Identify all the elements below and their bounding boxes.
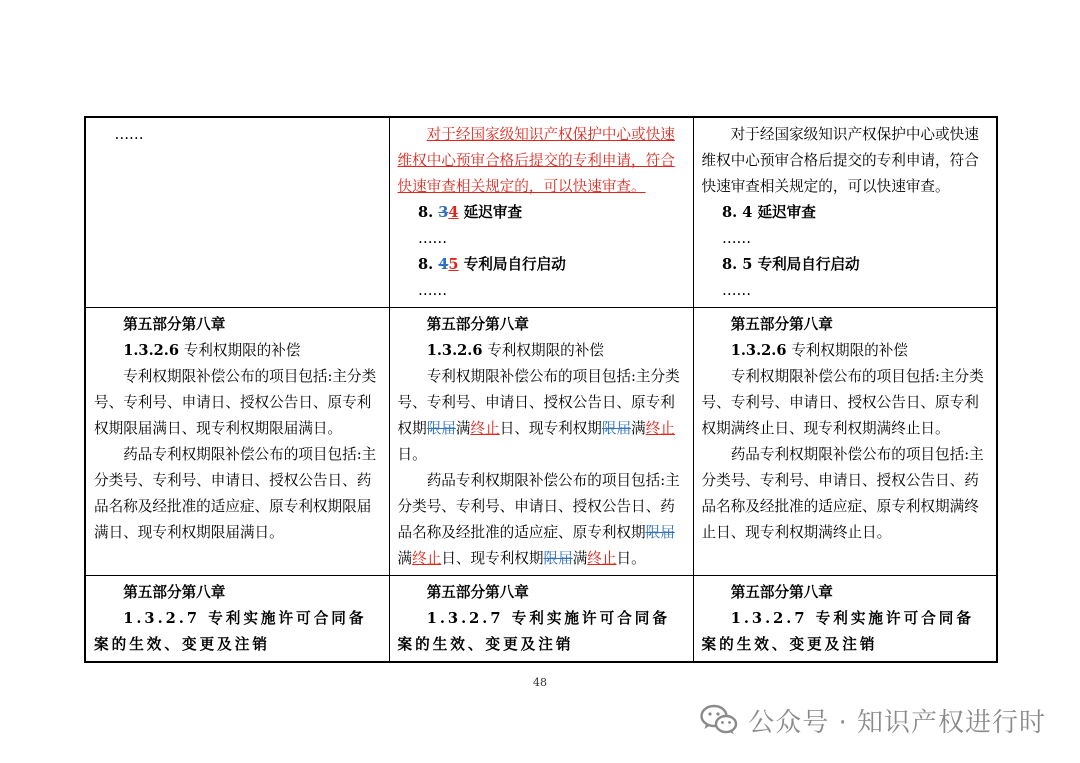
- chapter-heading: 第五部分第八章: [426, 316, 529, 333]
- cell-revised-clean: [693, 576, 997, 663]
- ellipsis: ……: [114, 126, 144, 143]
- cell-revised-clean: [693, 308, 997, 576]
- cell-revised-markup: [389, 308, 693, 576]
- watermark-text: 公众号 · 知识产权进行时: [748, 707, 1046, 738]
- inserted-text: 终止: [587, 550, 617, 567]
- section-heading: 1.3.2.6 专利权期限的补偿: [123, 342, 301, 359]
- cell-revised-markup: [389, 576, 693, 663]
- ellipsis: ……: [417, 282, 448, 299]
- section-heading: 1.3.2.7 专利实施许可合同备案的生效、变更及注销: [94, 610, 367, 653]
- heading-delay-exam: 8. 34 延迟审查: [417, 204, 523, 221]
- paragraph: 专利权期限补偿公布的项目包括:主分类号、专利号、申请日、授权公告日、原专利权期限届满日、现专利权期限届满日。: [94, 368, 377, 437]
- paragraph: 对于经国家级知识产权保护中心或快速维权中心预审合格后提交的专利申请，符合快速审查相关规定的，可以快速审查。: [701, 126, 979, 195]
- deleted-text: 4: [438, 256, 449, 273]
- cell-revised-markup: [389, 117, 693, 308]
- heading-office-initiated: 8. 5 专利局自行启动: [721, 256, 860, 273]
- deleted-text: 限届: [601, 420, 632, 437]
- inserted-text: 4: [448, 204, 459, 221]
- heading-delay-exam: 8. 4 延迟审查: [721, 204, 816, 221]
- chapter-heading: 第五部分第八章: [426, 584, 529, 601]
- table-row: [85, 308, 997, 576]
- section-heading: 1.3.2.7 专利实施许可合同备案的生效、变更及注销: [701, 610, 974, 653]
- table-row: [85, 117, 997, 308]
- cell-original: [85, 576, 389, 663]
- chapter-heading: 第五部分第八章: [123, 316, 226, 333]
- ellipsis: ……: [721, 230, 752, 247]
- ellipsis: ……: [417, 230, 448, 247]
- paragraph: 专利权期限补偿公布的项目包括:主分类号、专利号、申请日、授权公告日、原专利权期满终止日、现专利权期满终止日。: [701, 368, 984, 437]
- comparison-table: [84, 116, 998, 663]
- inserted-text: 对于经国家级知识产权保护中心或快速维权中心预审合格后提交的专利申请，符合快速审查相关规定的，可以快速审查。: [397, 126, 675, 195]
- deleted-text: 限届: [426, 420, 456, 437]
- cell-revised-clean: [693, 117, 997, 308]
- page-number: 48: [533, 676, 547, 689]
- paragraph: 专利权期限补偿公布的项目包括:主分类号、专利号、申请日、授权公告日、原专利权期限届满终止日、现专利权期限届满终止日。: [397, 368, 680, 463]
- cell-original: [85, 308, 389, 576]
- paragraph: 药品专利权期限补偿公布的项目包括:主分类号、专利号、申请日、授权公告日、药品名称及经批准的适应症、原专利权期限届满终止日、现专利权期限届满终止日。: [397, 472, 680, 567]
- wechat-icon: [700, 704, 738, 736]
- deleted-text: 3: [438, 204, 449, 221]
- inserted-text: 终止: [412, 550, 442, 567]
- inserted-text: 5: [448, 256, 459, 273]
- cell-original: [85, 117, 389, 308]
- heading-office-initiated: 8. 45 专利局自行启动: [417, 256, 566, 273]
- inserted-text: 终止: [470, 420, 500, 437]
- ellipsis: ……: [721, 282, 752, 299]
- watermark: [700, 700, 1046, 740]
- chapter-heading: 第五部分第八章: [123, 584, 226, 601]
- section-heading: 1.3.2.7 专利实施许可合同备案的生效、变更及注销: [397, 610, 670, 653]
- paragraph: 药品专利权期限补偿公布的项目包括:主分类号、专利号、申请日、授权公告日、药品名称及经批准的适应症、原专利权期限届满日、现专利权期限届满日。: [94, 446, 377, 541]
- deleted-text: 限届: [543, 550, 573, 567]
- chapter-heading: 第五部分第八章: [730, 316, 833, 333]
- paragraph: 药品专利权期限补偿公布的项目包括:主分类号、专利号、申请日、授权公告日、药品名称及经批准的适应症、原专利权期满终止日、现专利权期满终止日。: [701, 446, 984, 541]
- chapter-heading: 第五部分第八章: [730, 584, 833, 601]
- deleted-text: 限届: [645, 524, 675, 541]
- table-row: [85, 576, 997, 663]
- section-heading: 1.3.2.6 专利权期限的补偿: [426, 342, 604, 359]
- inserted-text: 终止: [645, 420, 675, 437]
- section-heading: 1.3.2.6 专利权期限的补偿: [730, 342, 908, 359]
